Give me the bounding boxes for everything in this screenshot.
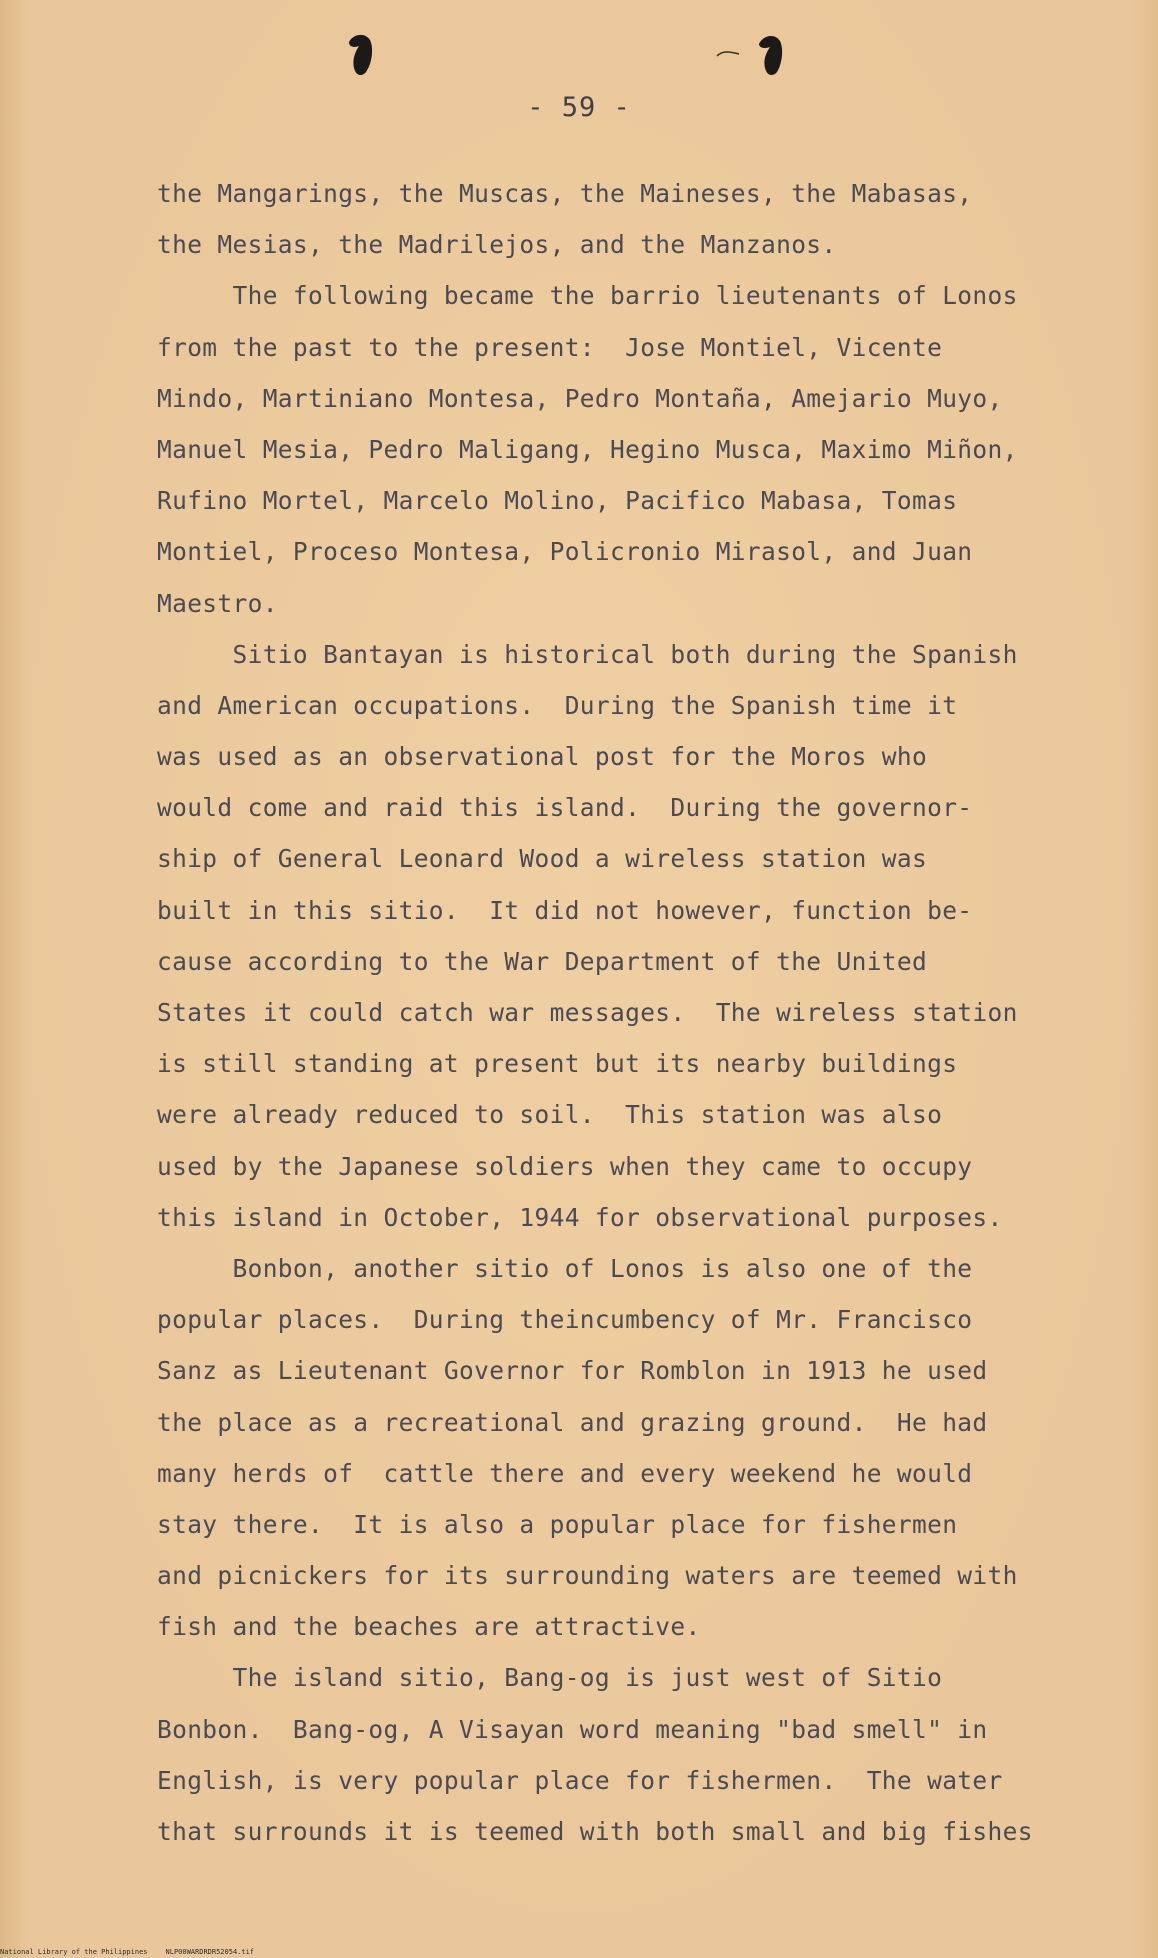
- text-line: English, is very popular place for fishermen. The water: [157, 1765, 1003, 1795]
- text-line: The following became the barrio lieutenants of Lonos: [157, 281, 1018, 311]
- paper-curl-mark: [716, 50, 740, 58]
- text-line: Maestro.: [157, 588, 278, 618]
- text-line: ship of General Leonard Wood a wireless station was: [157, 844, 928, 874]
- page-number: - 59 -: [527, 92, 631, 123]
- text-line: Mindo, Martiniano Montesa, Pedro Montaña, Amejario Muyo,: [157, 383, 1003, 413]
- text-line: was used as an observational post for the Moros who: [157, 742, 928, 772]
- text-line: cause according to the War Department of the United: [157, 946, 928, 976]
- punch-hole-left: [343, 32, 377, 78]
- text-line: is still standing at present but its nearby buildings: [157, 1049, 958, 1079]
- footer-library-name: National Library of the Philippines: [0, 1948, 148, 1956]
- text-line: built in this sitio. It did not however, function be-: [157, 895, 973, 925]
- text-line: Manuel Mesia, Pedro Maligang, Hegino Musca, Maximo Miñon,: [157, 434, 1018, 464]
- text-line: The island sitio, Bang-og is just west of Sitio: [157, 1663, 943, 1693]
- text-line: States it could catch war messages. The wireless station: [157, 998, 1018, 1027]
- text-line: fish and the beaches are attractive.: [157, 1612, 701, 1642]
- text-line: from the past to the present: Jose Montiel, Vicente: [157, 332, 943, 362]
- text-line: this island in October, 1944 for observational purposes.: [157, 1202, 1003, 1232]
- text-line: that surrounds it is teemed with both small and big fishes: [157, 1817, 1033, 1846]
- scan-footer: [0, 1948, 254, 1956]
- text-line: used by the Japanese soldiers when they came to occupy: [157, 1151, 973, 1181]
- text-line: Rufino Mortel, Marcelo Molino, Pacifico Mabasa, Tomas: [157, 486, 958, 516]
- text-line: Bonbon. Bang-og, A Visayan word meaning "bad smell" in: [157, 1714, 988, 1744]
- text-line: Sanz as Lieutenant Governor for Romblon in 1913 he used: [157, 1356, 988, 1386]
- text-line: popular places. During theincumbency of Mr. Francisco: [157, 1305, 973, 1335]
- punch-hole-right: [753, 32, 787, 78]
- text-line: Bonbon, another sitio of Lonos is also one of the: [157, 1253, 973, 1283]
- text-line: Montiel, Proceso Montesa, Policronio Mirasol, and Juan: [157, 537, 973, 567]
- document-body: [157, 168, 1057, 1857]
- footer-file-id: NLP00WARDRDR52054.tif: [165, 1948, 255, 1956]
- text-line: the Mesias, the Madrilejos, and the Manzanos.: [157, 230, 837, 260]
- text-line: many herds of cattle there and every weekend he would: [157, 1458, 973, 1488]
- text-line: and picnickers for its surrounding waters are teemed with: [157, 1561, 1018, 1591]
- text-line: the Mangarings, the Muscas, the Maineses, the Mabasas,: [157, 179, 973, 208]
- text-line: Sitio Bantayan is historical both during the Spanish: [157, 639, 1018, 669]
- text-line: were already reduced to soil. This station was also: [157, 1100, 943, 1130]
- text-line: stay there. It is also a popular place for fishermen: [157, 1509, 958, 1539]
- text-line: and American occupations. During the Spanish time it: [157, 690, 958, 720]
- text-line: the place as a recreational and grazing ground. He had: [157, 1407, 988, 1437]
- text-line: would come and raid this island. During the governor-: [157, 793, 973, 823]
